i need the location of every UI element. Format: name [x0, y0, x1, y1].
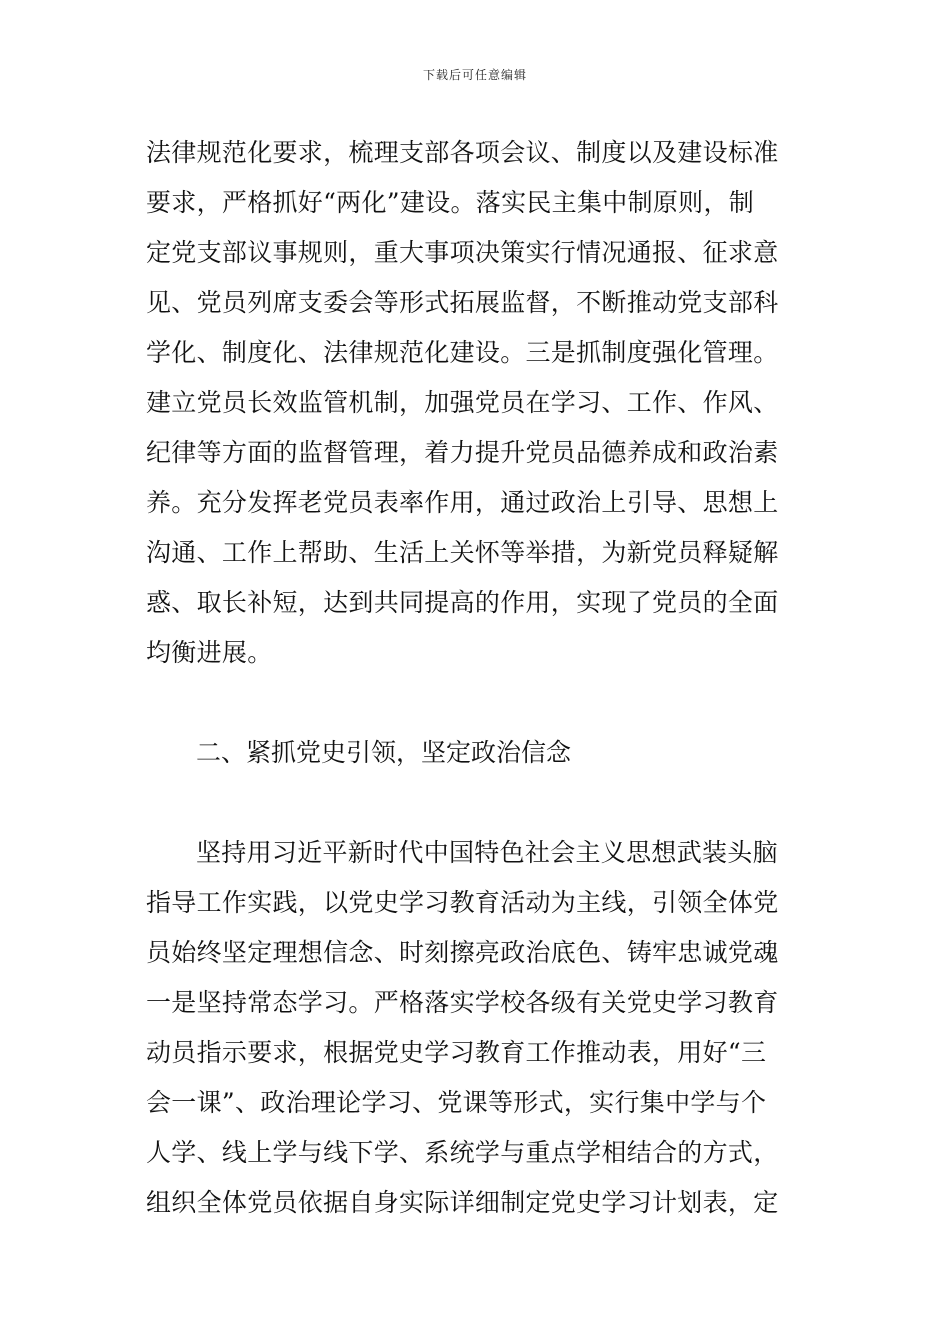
paragraph	[146, 828, 779, 1228]
paragraph-continued	[146, 128, 779, 678]
text-line: 要求，严格抓好“两化”建设。落实民主集中制原则，制	[146, 188, 755, 217]
text-line: 建立党员长效监管机制，加强党员在学习、工作、作风、	[146, 388, 779, 417]
text-line: 纪律等方面的监督管理，着力提升党员品德养成和政治素	[146, 438, 779, 467]
text-line: 定党支部议事规则，重大事项决策实行情况通报、征求意	[146, 238, 779, 267]
text-line: 均衡进展。	[146, 638, 273, 667]
text-line: 惑、取长补短，达到共同提高的作用，实现了党员的全面	[146, 588, 779, 617]
text-line: 沟通、工作上帮助、生活上关怀等举措，为新党员释疑解	[146, 538, 779, 567]
text-line: 坚持用习近平新时代中国特色社会主义思想武装头脑	[196, 838, 778, 867]
text-line: 员始终坚定理想信念、时刻擦亮政治底色、铸牢忠诚党魂	[146, 938, 779, 967]
text-line: 学化、制度化、法律规范化建设。三是抓制度强化管理。	[146, 338, 779, 367]
text-line: 动员指示要求，根据党史学习教育工作推动表，用好“三	[146, 1038, 767, 1067]
text-line: 人学、线上学与线下学、系统学与重点学相结合的方式，	[146, 1138, 779, 1167]
text-line: 法律规范化要求，梳理支部各项会议、制度以及建设标准	[146, 138, 779, 167]
text-line: 组织全体党员依据自身实际详细制定党史学习计划表，定	[146, 1188, 779, 1217]
text-line: 一是坚持常态学习。严格落实学校各级有关党史学习教育	[146, 988, 779, 1017]
text-line: 见、党员列席支委会等形式拓展监督，不断推动党支部科	[146, 288, 779, 317]
text-line: 指导工作实践，以党史学习教育活动为主线，引领全体党	[146, 888, 779, 917]
text-line: 会一课”、政治理论学习、党课等形式，实行集中学与个	[146, 1088, 767, 1117]
text-line: 养。充分发挥老党员表率作用，通过政治上引导、思想上	[146, 488, 779, 517]
section-heading: 二、紧抓党史引领，坚定政治信念	[196, 738, 572, 767]
page-header-note: 下载后可任意编辑	[422, 68, 527, 82]
